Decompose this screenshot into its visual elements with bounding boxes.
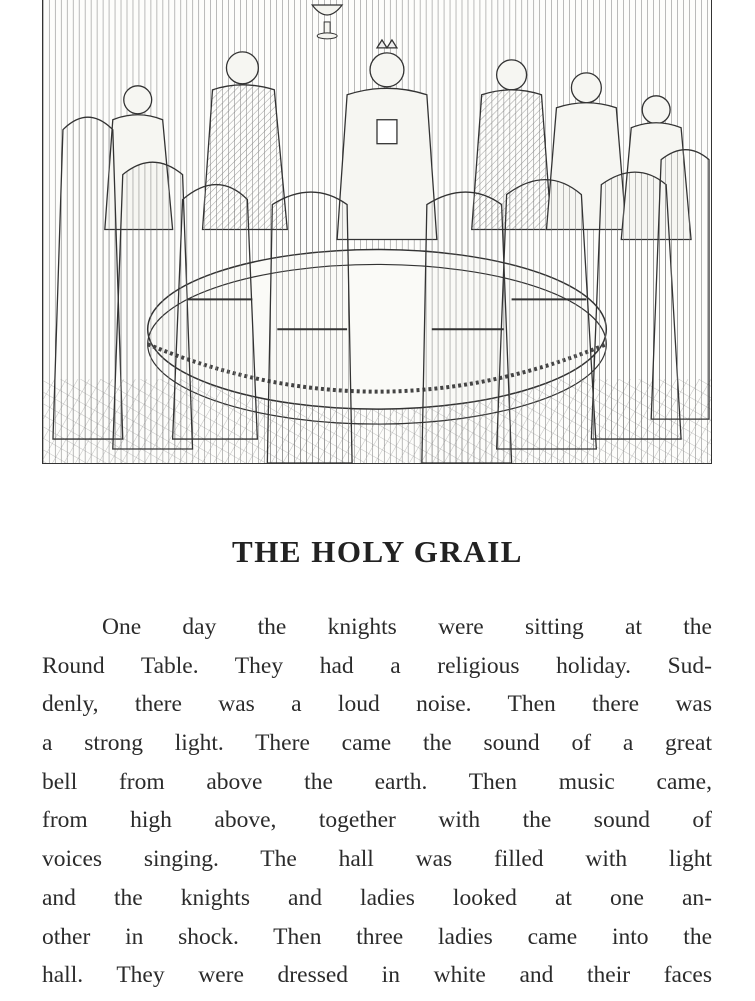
paragraph-line: hall. They were dressed in white and their faces xyxy=(42,962,712,989)
paragraph-line: One day the knights were sitting at the xyxy=(102,614,712,640)
paragraph-line: denly, there was a loud noise. Then there was xyxy=(42,691,712,718)
paragraph-line: a strong light. There came the sound of a great xyxy=(42,730,712,757)
illustration-drawing xyxy=(43,0,711,463)
knights-round-table-illustration xyxy=(42,0,712,464)
paragraph-line: Round Table. They had a religious holiday. Sud- xyxy=(42,652,712,679)
page-title: THE HOLY GRAIL xyxy=(232,534,523,569)
paragraph-line: and the knights and ladies looked at one an- xyxy=(42,884,712,911)
paragraph-line: bell from above the earth. Then music came, xyxy=(42,768,712,795)
paragraph-line: voices singing. The hall was filled with light xyxy=(42,846,712,873)
story-paragraph xyxy=(42,608,712,995)
paragraph-line: other in shock. Then three ladies came into the xyxy=(42,923,712,950)
paragraph-line: from high above, together with the sound of xyxy=(42,807,712,834)
